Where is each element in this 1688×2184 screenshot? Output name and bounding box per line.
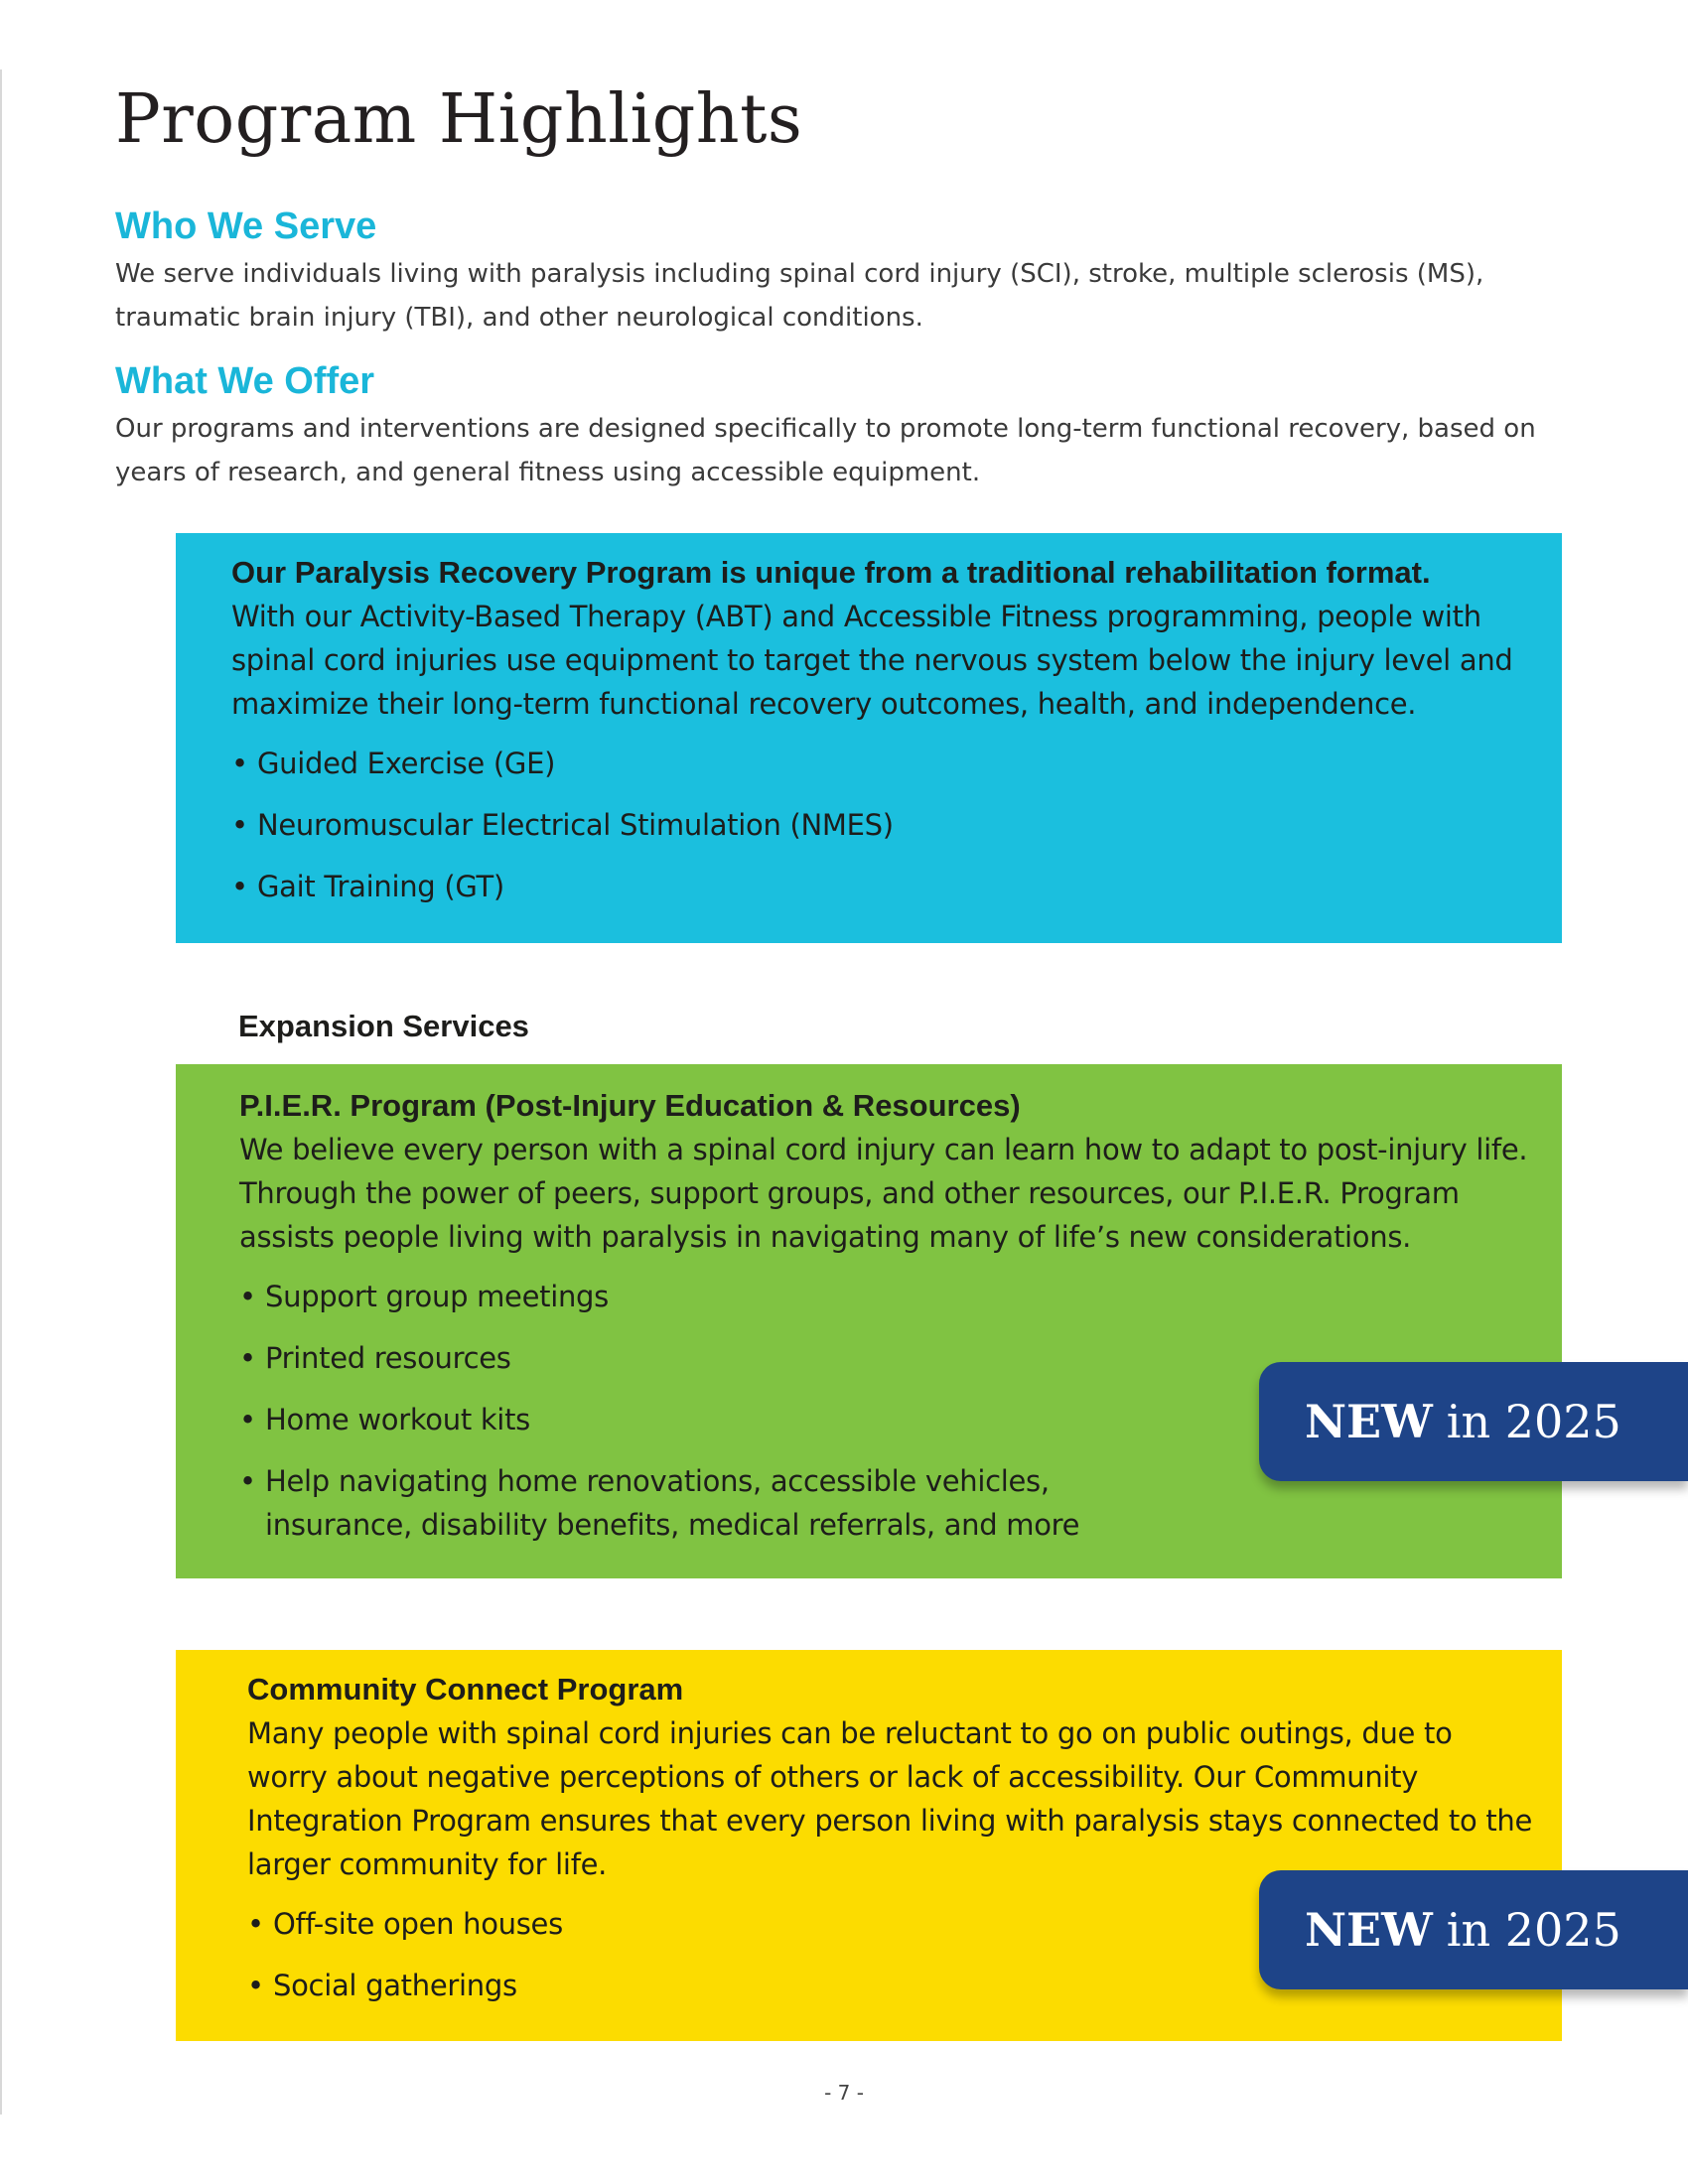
- who-we-serve-text: We serve individuals living with paralysis including spinal cord injury (SCI), stroke, multiple sclerosis (MS), traumatic brain injury (TBI), and other neurological conditions.: [115, 259, 1484, 333]
- new-in-2025-badge: NEW in 2025: [1259, 1362, 1688, 1481]
- pier-program-heading: P.I.E.R. Program (Post-Injury Education & Resources): [239, 1088, 1021, 1123]
- recovery-program-text: With our Activity-Based Therapy (ABT) and Accessible Fitness programming, people with spinal cord injuries use equipment to target the nervous system below the injury level and maximize their long-term functional recovery outcomes, health, and independence.: [231, 600, 1513, 721]
- list-item: • Social gatherings: [247, 1969, 517, 2002]
- pier-program-box: [176, 1064, 1562, 1578]
- list-item: • Help navigating home renovations, accessible vehicles, insurance, disability benefits, medical referrals, and more: [239, 1464, 1080, 1542]
- list-item: • Off-site open houses: [247, 1907, 563, 1941]
- expansion-services-heading: Expansion Services: [238, 1009, 529, 1043]
- list-item: • Home workout kits: [239, 1403, 530, 1436]
- what-we-offer-text: Our programs and interventions are designed specifically to promote long-term functional recovery, based on years of research, and general fitness using accessible equipment.: [115, 414, 1536, 487]
- page-number: - 7 -: [824, 2081, 864, 2105]
- community-program-heading: Community Connect Program: [247, 1672, 684, 1706]
- page-title: Program Highlights: [115, 80, 803, 159]
- list-item: • Neuromuscular Electrical Stimulation (NMES): [231, 808, 894, 842]
- list-item: • Guided Exercise (GE): [231, 747, 556, 780]
- pier-program-text: We believe every person with a spinal cord injury can learn how to adapt to post-injury life. Through the power of peers, support groups, and other resources, our P.I.E.R. Program assists people living with paralysis in navigating many of life’s new considerations.: [239, 1133, 1528, 1254]
- list-item: • Support group meetings: [239, 1280, 609, 1313]
- community-program-text: Many people with spinal cord injuries can be reluctant to go on public outings, due to worry about negative perceptions of others or lack of accessibility. Our Community Integration Program ensures that every person living with paralysis stays connected to the larger community for life.: [247, 1716, 1533, 1881]
- page-edge-line: [0, 69, 2, 2115]
- recovery-program-heading: Our Paralysis Recovery Program is unique from a traditional rehabilitation format.: [231, 555, 1431, 590]
- list-item: • Printed resources: [239, 1341, 511, 1375]
- who-we-serve-heading: Who We Serve: [115, 205, 377, 247]
- recovery-program-list: [231, 742, 1542, 908]
- recovery-program-box: [176, 533, 1562, 943]
- list-item: • Gait Training (GT): [231, 870, 504, 903]
- what-we-offer-heading: What We Offer: [115, 360, 375, 402]
- new-in-2025-badge: NEW in 2025: [1259, 1870, 1688, 1989]
